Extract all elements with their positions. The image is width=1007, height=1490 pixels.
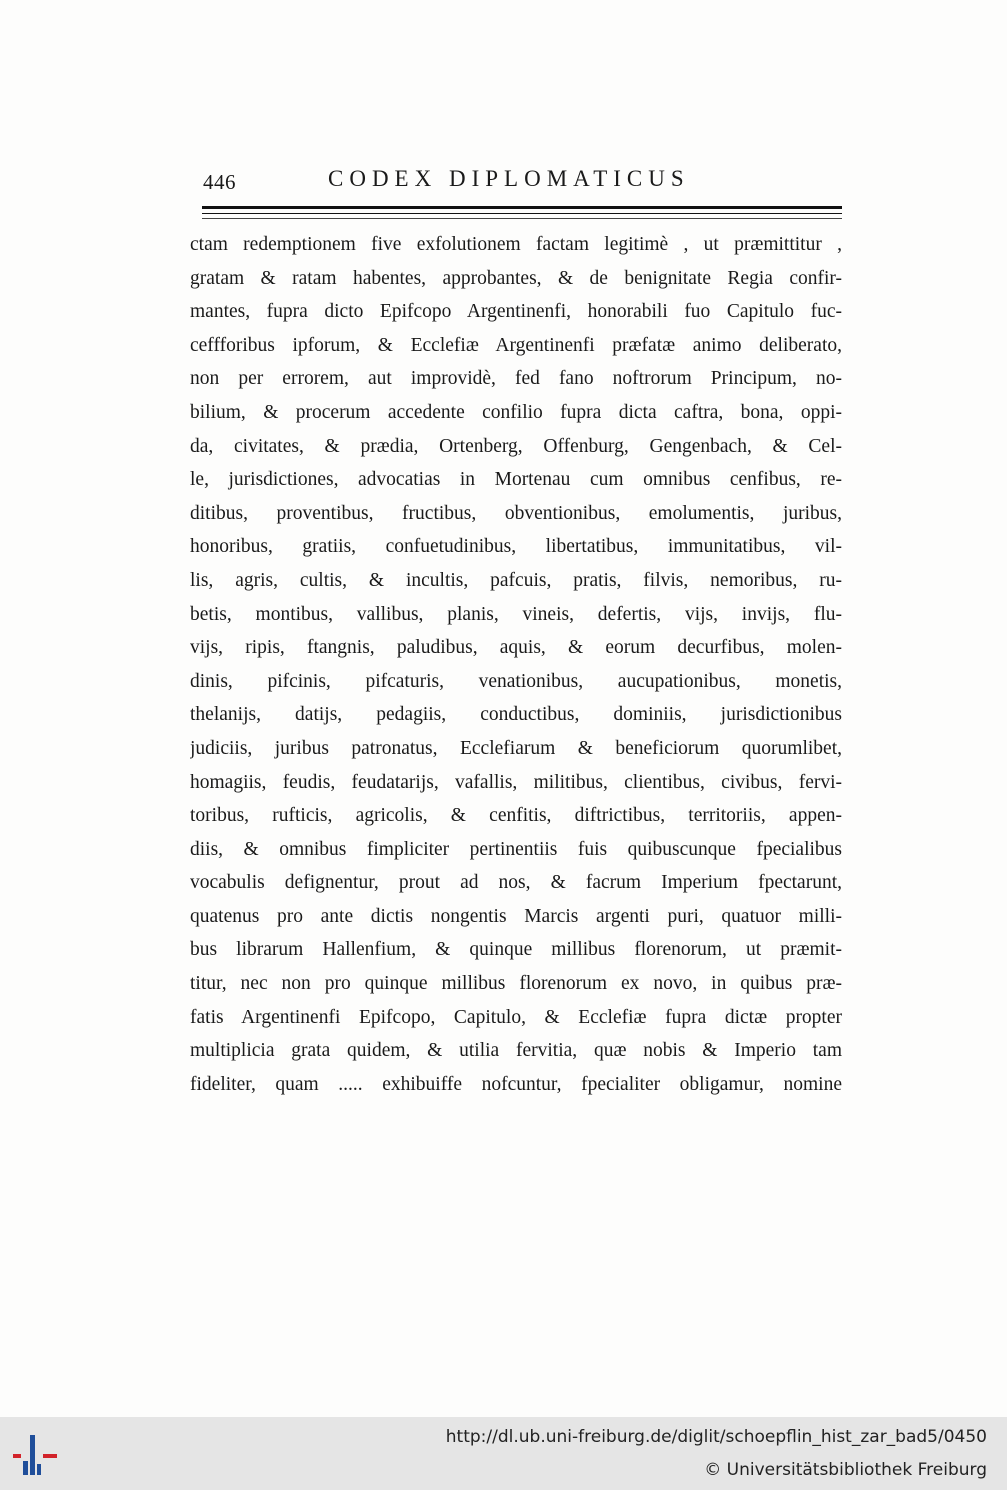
text-line: judiciis, juribus patronatus, Ecclefiarum & beneficiorum quorumlibet, [190,737,842,759]
ub-freiburg-logo-icon[interactable] [10,1431,66,1479]
header-rule-thick [202,206,842,209]
footer-url-link[interactable]: http://dl.ub.uni-freiburg.de/diglit/schoepflin_hist_zar_bad5/0450 [445,1427,987,1447]
text-line: fatis Argentinenfi Epifcopo, Capitulo, & Ecclefiæ fupra dictæ propter [190,1006,842,1028]
text-line: honoribus, gratiis, confuetudinibus, libertatibus, immunitatibus, vil- [190,536,842,558]
text-line: mantes, fupra dicto Epifcopo Argentinenfi, honorabili fuo Capitulo fuc- [190,301,842,323]
text-line: diis, & omnibus fimpliciter pertinentiis fuis quibuscunque fpecialibus [190,838,842,860]
text-line: bilium, & procerum accedente confilio fupra dicta caftra, bona, oppi- [190,401,842,423]
text-line: non per errorem, aut improvidè, fed fano noftrorum Principum, no- [190,368,842,390]
footer-copyright: © Universitätsbibliothek Freiburg [704,1460,987,1480]
header-rule-bottom [202,218,842,219]
text-line: multiplicia grata quidem, & utilia fervitia, quæ nobis & Imperio tam [190,1040,842,1062]
text-line: ditibus, proventibus, fructibus, obventionibus, emolumentis, juribus, [190,502,842,524]
text-line: homagiis, feudis, feudatarijs, vafallis, militibus, clientibus, civibus, fervi- [190,771,842,793]
text-line: ceffforibus ipforum, & Ecclefiæ Argentinenfi præfatæ animo deliberato, [190,334,842,356]
text-line: vijs, ripis, ftangnis, paludibus, aquis, & eorum decurfibus, molen- [190,637,842,659]
text-line: betis, montibus, vallibus, planis, vineis, defertis, vijs, invijs, flu- [190,603,842,625]
text-line: vocabulis defignentur, prout ad nos, & facrum Imperium fpectarunt, [190,872,842,894]
text-line: thelanijs, datijs, pedagiis, conductibus, dominiis, jurisdictionibus [190,704,842,726]
text-line: toribus, rufticis, agricolis, & cenfitis, diftrictibus, territoriis, appen- [190,805,842,827]
page-number: 446 [203,170,236,194]
text-line: dinis, pifcinis, pifcaturis, venationibus, aucupationibus, monetis, [190,670,842,692]
text-line: bus librarum Hallenfium, & quinque millibus florenorum, ut præmit- [190,939,842,961]
text-line: fideliter, quam ..... exhibuiffe nofcuntur, fpecialiter obligamur, nomine [190,1073,842,1095]
text-line: lis, agris, cultis, & incultis, pafcuis, pratis, filvis, nemoribus, ru- [190,569,842,591]
footer-bar [0,1417,1007,1490]
header-rule-thin [202,213,842,214]
text-line: da, civitates, & prædia, Ortenberg, Offenburg, Gengenbach, & Cel- [190,435,842,457]
running-head: CODEX DIPLOMATICUS [328,166,690,191]
text-line: quatenus pro ante dictis nongentis Marcis argenti puri, quatuor milli- [190,905,842,927]
text-line: le, jurisdictiones, advocatias in Mortenau cum omnibus cenfibus, re- [190,469,842,491]
body-text [190,228,842,1101]
text-line: ctam redemptionem five exfolutionem factam legitimè , ut præmittitur , [190,234,842,255]
text-line: titur, nec non pro quinque millibus florenorum ex novo, in quibus præ- [190,973,842,995]
text-line: gratam & ratam habentes, approbantes, & de benignitate Regia confir- [190,267,842,289]
